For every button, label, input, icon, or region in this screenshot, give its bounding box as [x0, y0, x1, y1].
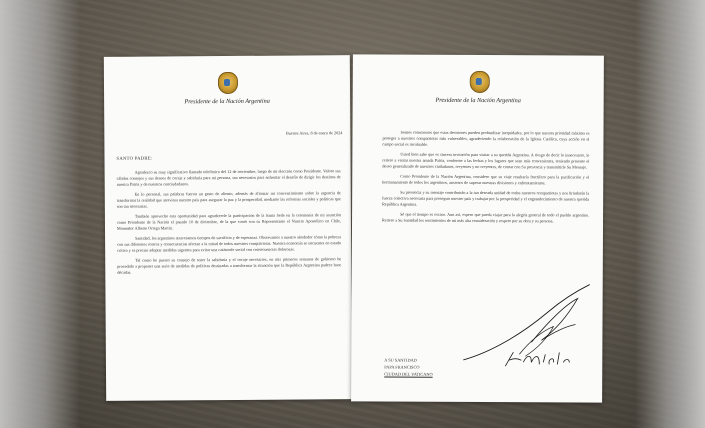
letter-page-2 [351, 54, 604, 402]
paragraph: Agradezco su muy significativo llamado telefónico del 12 de noviembre, luego de mi elección como Presidente. Valoro sus cálidos consejos y sus deseos de coraje y sabiduría para mi persona, tan necesarios para enfrentar el desafío de dirigir los destinos de nuestra Patria y de nuestros conciudadanos. [116, 168, 341, 187]
address-line: A SU SANTIDAD [384, 357, 417, 363]
paragraph: Sé que el tiempo es escaso. Aun así, espero que pueda viajar para la alegría general de todo el pueblo argentino. Reitero a Su Santidad los sentimientos de mi más alta consideración y respeto por su obra y su persona. [382, 211, 590, 224]
blurred-left-edge [0, 0, 80, 428]
letter-body-page-2 [382, 130, 590, 229]
blurred-right-edge [635, 0, 705, 428]
letterhead-title: Presidente de la Nación Argentina [435, 96, 521, 105]
letter-page-1 [104, 55, 352, 401]
paragraph: También aprovecho esta oportunidad para agradecerle la participación de la Santa Sede en la ceremonia de mi asunción como Presidente de la Nación el pasado 10 de diciembre, de la que contó con su Representante el Nuncio Apostólico en Chile, Monseñor Alberto Ortega Martín. [116, 212, 341, 231]
paragraph: Santidad, los argentinos atravesamos tiempos de sacrificio y de esperanza. Observamos a nuestro alrededor cómo la pobreza con sus diferentes rostros y consecuencias afectan a la mitad de todos nuestros compatriotas. Nuestra economía se encuentra en estado crítico y es preciso adoptar medidas urgentes para evitar una catástrofe social con consecuencias dolorosas. [117, 234, 342, 253]
paragraph: Como Presidente de la Nación Argentina, considero que su viaje resultaría fructífero para la pacificación y el hermanamiento de todos los argentinos, ansiosos de superar nuestras divisiones y enfrentamientos. [382, 173, 590, 186]
paragraph: Usted bien sabe que es sincera invitación para visitar a su querida Argentina. A riesgo de decir lo innecesario, le reitero a visitar nuestra amada Patria, conforme a las fechas y los lugares que sean más convenientes, teniendo presente el deseo generalizado de nuestros ciudadanos, creyentes y no creyentes, de contar con Su presencia y transmitirle Su Mensaje. [382, 151, 590, 170]
address-line: PAPA FRANCISCO [384, 364, 420, 370]
national-seal-icon [469, 71, 489, 93]
letter-date: Buenos Aires, 8 de enero de 2024 [285, 130, 343, 136]
handwritten-signature [461, 282, 593, 373]
national-seal-icon [218, 72, 238, 94]
paragraph: Somos conscientes que estas decisiones pueden profundizar inequidades, por lo que nuestra prioridad máxima es proteger a nuestros compatriotas más vulnerables, agradeciendo la colaboración de la Iglesia Católica, cuya acción en el campo social es invaluable. [382, 129, 590, 147]
recipient-address [384, 357, 432, 378]
paragraph: En lo personal, sus palabras fueron un gesto de aliento, además de afianzar mi convencimiento sobre la urgencia de transformar la realidad que atraviesa nuestro país para asegurar la paz y la prosperidad, mediante las reformas sociales y políticas que son tan necesarias. [116, 190, 341, 209]
salutation: SANTO PADRE: [116, 155, 153, 161]
paragraph: Tal como he puesto su consejo de tener la sabiduría y el coraje necesarios, en mis primeros semanas de gobierno he procedido a proponer una serie de medidas de políticas destinadas a transformar la situación que la República Argentina padece hace décadas. [117, 256, 342, 275]
letter-body-page-1 [117, 168, 342, 279]
letterhead-title: Presidente de la Nación Argentina [184, 97, 270, 106]
paragraph: Su presencia y su mensaje contribuirán a la tan deseada unidad de todos nuestros compatriotas y nos brindarán la fuerza colectiva necesaria para proseguir nuestro país y trabajar por la prosperidad y el engrandecimiento de nuestra querida República Argentina. [382, 189, 590, 207]
address-line: CIUDAD DEL VATICANO [384, 371, 433, 377]
